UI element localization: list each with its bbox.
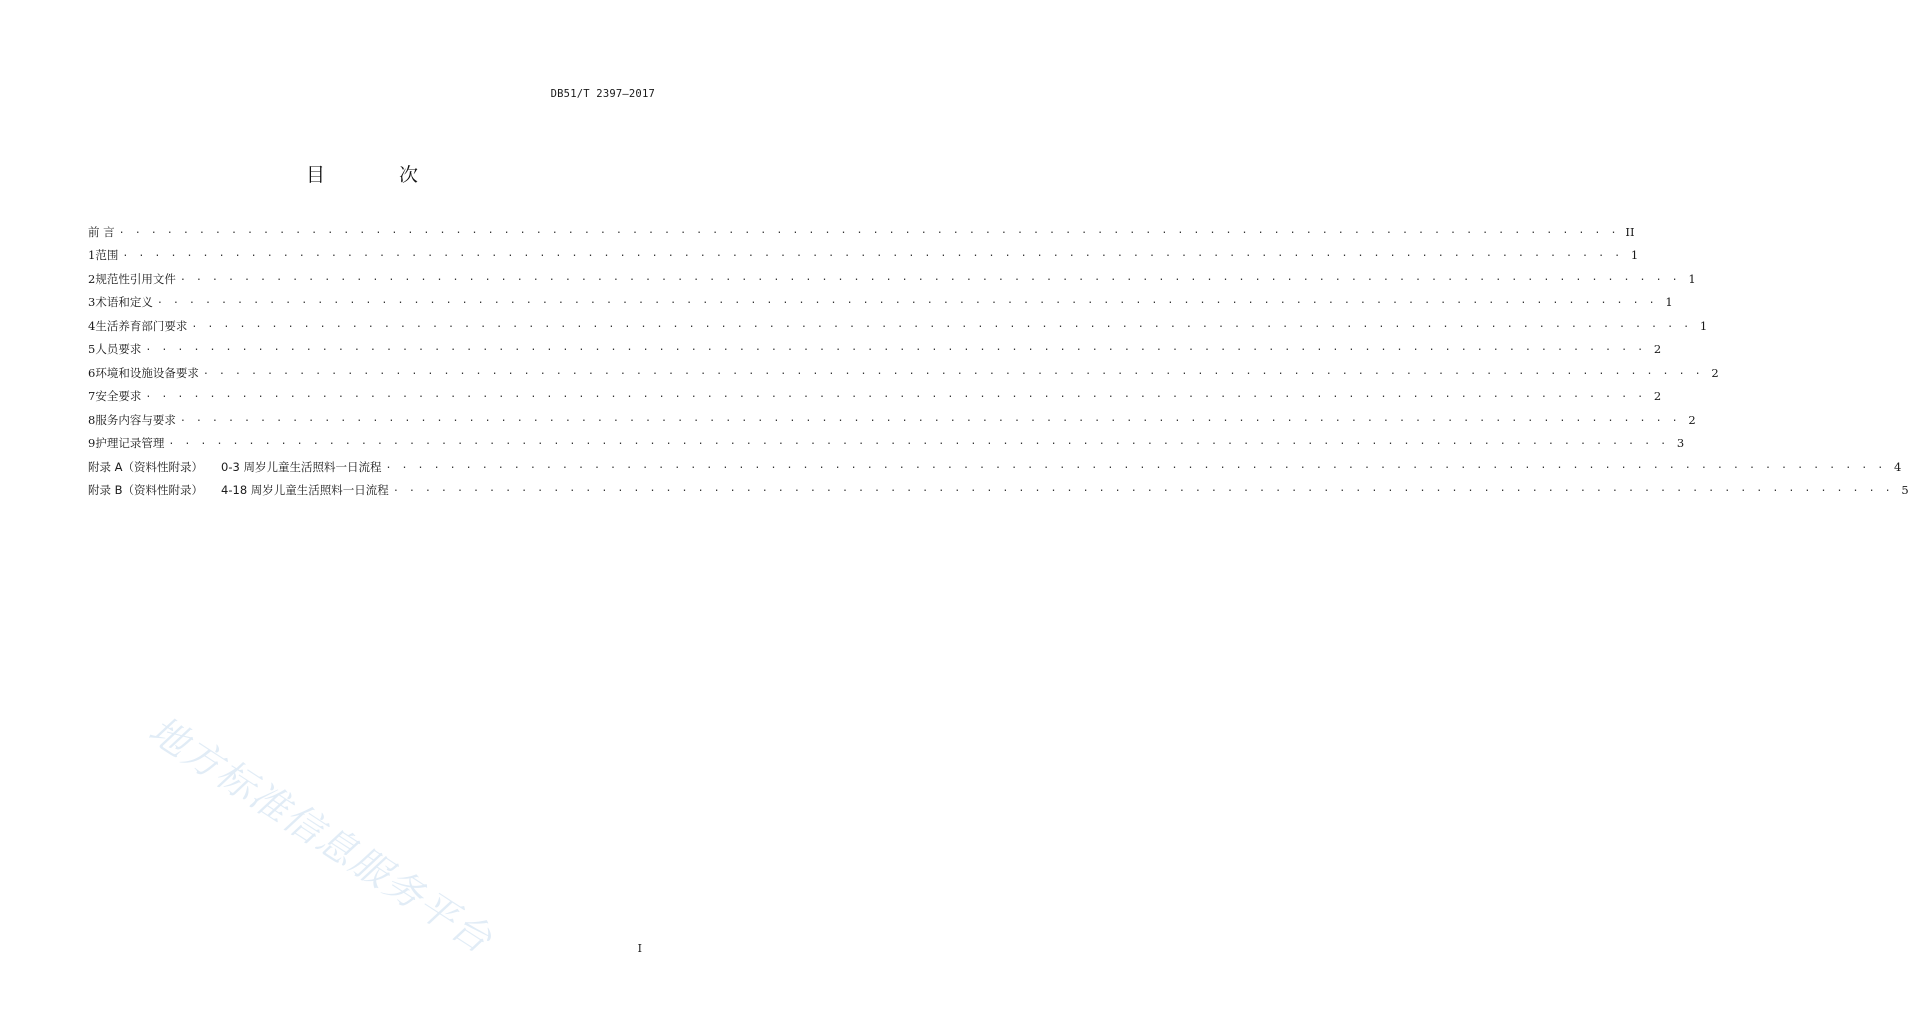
leader-dots: . . . . . . . . . . . . . . . . . . . . . . . . . . . . . . . . . . . . . . . . . . . . . . . . . . . . . . . . . . . . . . . . . . . . . . . . . . . . . . . . . . . . . . . . . . . . . . (145, 389, 1646, 400)
toc-entry-9[interactable] (88, 428, 1685, 452)
toc-entry-page: 1 (1630, 248, 1639, 262)
toc-entry-page: 3 (1676, 436, 1685, 450)
leader-dots: . . . . . . . . . . . . . . . . . . . . . . . . . . . . . . . . . . . . . . . . . . . . . . . . . . . . . . . . . . . . . . . . . . . . . . . . . . . . . . . . . . . . . . . . . . . . . . (145, 342, 1646, 353)
toc-entry-page: 4 (1893, 459, 1902, 474)
toc-entry-7[interactable] (88, 381, 1662, 405)
leader-dots: . . . . . . . . . . . . . . . . . . . . . . . . . . . . . . . . . . . . . . . . . . . . . . . . . . . . . . . . . . . . . . . . . . . . . . . . . . . . . . . . . . . . . . . . . . . . . . (202, 365, 1703, 377)
toc-entry-8[interactable] (88, 404, 1696, 428)
leader-dots: . . . . . . . . . . . . . . . . . . . . . . . . . . . . . . . . . . . . . . . . . . . . . . . . . . . . . . . . . . . . . . . . . . . . . . . . . . . . . . . . . . . . . . . . . . . . . . (179, 271, 1680, 283)
leader-dots: . . . . . . . . . . . . . . . . . . . . . . . . . . . . . . . . . . . . . . . . . . . . . . . . . . . . . . . . . . . . . . . . . . . . . . . . . . . . . . . . . . . . . . . . . . . . . . (392, 483, 1893, 494)
standard-code: DB51/T 2397—2017 (550, 88, 655, 100)
toc-entry-number: 9 (88, 436, 96, 450)
toc-entry-4[interactable] (88, 310, 1708, 334)
toc-entry-foreword[interactable] (88, 216, 1635, 240)
toc-entry-appendix-a[interactable] (88, 451, 1902, 475)
toc-entry-page: II (1625, 224, 1635, 239)
toc-entry-label: 环境和设施设备要求 (95, 365, 199, 380)
toc-entry-number: 1 (88, 248, 96, 262)
toc-entry-page: 1 (1699, 318, 1708, 333)
toc-entry-label: 生活养育部门要求 (95, 318, 188, 333)
leader-dots: . . . . . . . . . . . . . . . . . . . . . . . . . . . . . . . . . . . . . . . . . . . . . . . . . . . . . . . . . . . . . . . . . . . . . . . . . . . . . . . . . . . . . . . . . . . . . . (191, 318, 1692, 330)
leader-dots: . . . . . . . . . . . . . . . . . . . . . . . . . . . . . . . . . . . . . . . . . . . . . . . . . . . . . . . . . . . . . . . . . . . . . . . . . . . . . . . . . . . . . . . . . . . . . . (118, 224, 1619, 236)
toc-entry-page: 5 (1901, 483, 1909, 497)
toc-entry-label: 前 言 (88, 224, 115, 239)
toc-entry-label: 0-3 周岁儿童生活照料一日流程 (221, 459, 382, 474)
leader-dots: . . . . . . . . . . . . . . . . . . . . . . . . . . . . . . . . . . . . . . . . . . . . . . . . . . . . . . . . . . . . . . . . . . . . . . . . . . . . . . . . . . . . . . . . . . . . . . (385, 459, 1886, 471)
toc-entry-number: 5 (88, 342, 96, 356)
toc-entry-appendix-b[interactable] (88, 475, 1909, 499)
toc-entry-3[interactable] (88, 287, 1673, 311)
leader-dots: . . . . . . . . . . . . . . . . . . . . . . . . . . . . . . . . . . . . . . . . . . . . . . . . . . . . . . . . . . . . . . . . . . . . . . . . . . . . . . . . . . . . . . . . . . . . . . (179, 412, 1680, 424)
toc-entry-label: 服务内容与要求 (95, 412, 176, 427)
toc-entry-number: 7 (88, 389, 96, 403)
toc-entry-number: 4 (88, 318, 96, 333)
appendix-tag: 附录 A（资料性附录） (88, 459, 204, 474)
toc-entry-number: 6 (88, 365, 96, 380)
toc-entry-1[interactable] (88, 240, 1639, 264)
leader-dots: . . . . . . . . . . . . . . . . . . . . . . . . . . . . . . . . . . . . . . . . . . . . . . . . . . . . . . . . . . . . . . . . . . . . . . . . . . . . . . . . . . . . . . . . . . . . . . (156, 295, 1657, 306)
toc-entry-number: 3 (88, 295, 96, 309)
toc-entry-2[interactable] (88, 263, 1696, 287)
leader-dots: . . . . . . . . . . . . . . . . . . . . . . . . . . . . . . . . . . . . . . . . . . . . . . . . . . . . . . . . . . . . . . . . . . . . . . . . . . . . . . . . . . . . . . . . . . . . . . (168, 436, 1669, 447)
toc-entry-label: 规范性引用文件 (95, 271, 176, 286)
toc-entry-label: 术语和定义 (95, 295, 153, 309)
toc-entry-page: 2 (1711, 365, 1719, 380)
toc-entry-label: 护理记录管理 (95, 436, 165, 450)
toc-entry-6[interactable] (88, 357, 1719, 381)
toc-entry-label: 人员要求 (95, 342, 142, 356)
leader-dots: . . . . . . . . . . . . . . . . . . . . . . . . . . . . . . . . . . . . . . . . . . . . . . . . . . . . . . . . . . . . . . . . . . . . . . . . . . . . . . . . . . . . . . . . . . . . . . (122, 248, 1623, 259)
toc-entry-label: 4-18 周岁儿童生活照料一日流程 (221, 483, 389, 497)
page-number: I (637, 942, 642, 955)
toc-entry-page: 2 (1653, 389, 1662, 403)
toc-entry-page: 1 (1688, 271, 1696, 286)
toc-entry-page: 1 (1665, 295, 1673, 309)
toc-entry-label: 范围 (95, 248, 119, 262)
toc-entry-number: 8 (88, 412, 96, 427)
toc-entry-number: 2 (88, 271, 96, 286)
table-of-contents (88, 216, 1909, 498)
watermark: 地方标准信息服务平台 (141, 707, 501, 963)
toc-entry-page: 2 (1653, 342, 1662, 356)
toc-entry-label: 安全要求 (95, 389, 142, 403)
page-title: 目 次 (305, 164, 453, 186)
toc-entry-5[interactable] (88, 334, 1662, 358)
appendix-tag: 附录 B（资料性附录） (88, 483, 204, 497)
toc-entry-page: 2 (1688, 412, 1696, 427)
